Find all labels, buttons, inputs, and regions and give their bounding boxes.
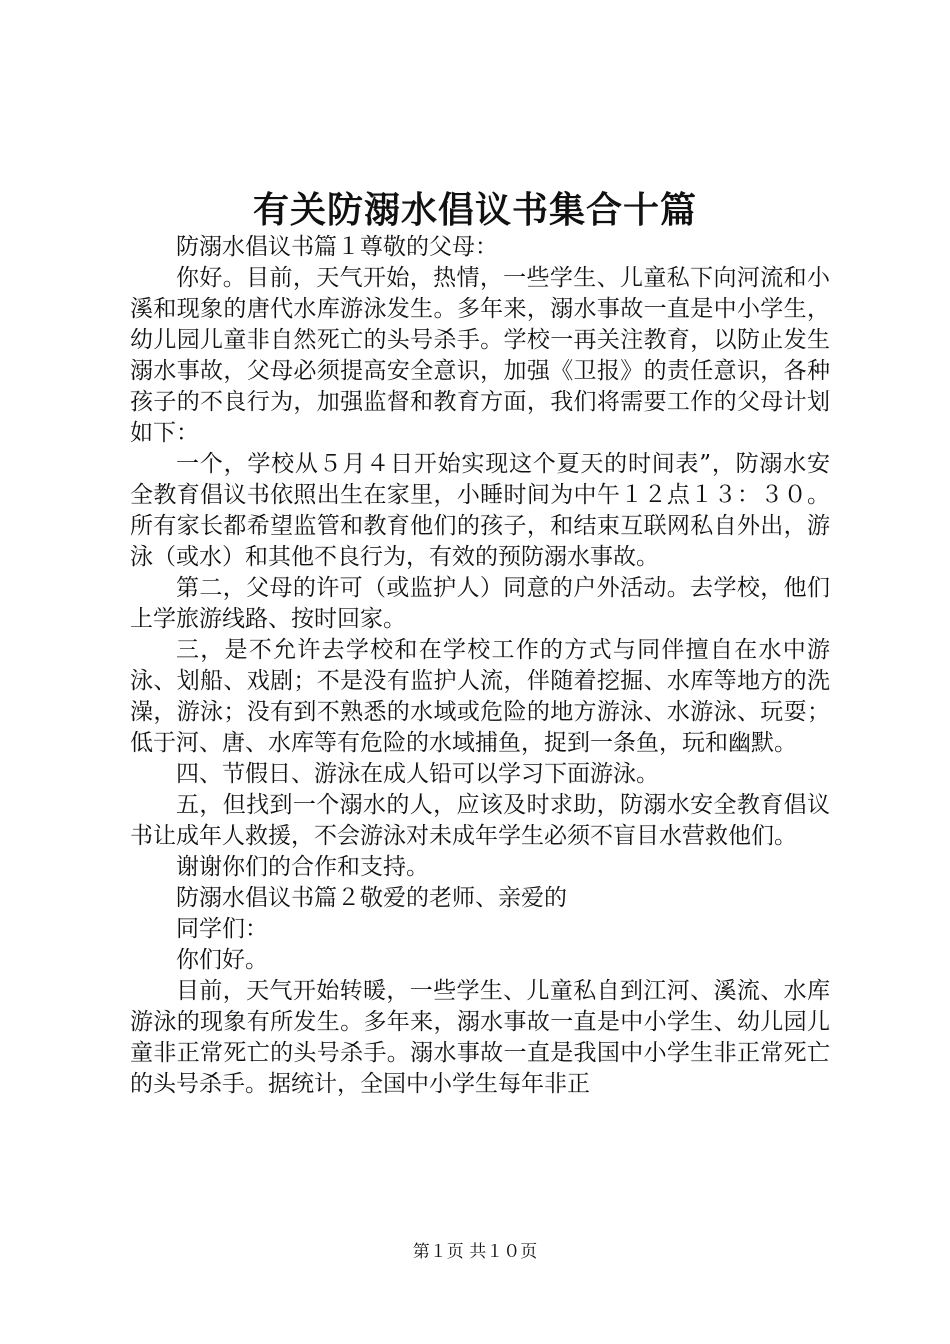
paragraph: 一个，学校从５月４日开始实现这个夏天的时间表”，防溺水安全教育倡议书依照出生在家里，小睡时间为中午１２点１３：３０。所有家长都希望监管和教育他们的孩子，和结束互联网私自外出，游泳（或水）和其他不良行为，有效的预防溺水事故。 [130,451,830,570]
paragraph: 四、节假日、游泳在成人铅可以学习下面游泳。 [176,761,659,787]
paragraph: 第二，父母的许可（或监护人）同意的户外活动。去学校，他们上学旅游线路、按时回家。 [130,575,830,632]
paragraph: 目前，天气开始转暖，一些学生、儿童私自到江河、溪流、水库游泳的现象有所发生。多年来，溺水事故一直是中小学生、幼儿园儿童非正常死亡的头号杀手。溺水事故一直是我国中小学生非正常死亡的头号杀手。据统计，全国中小学生每年非正 [130,978,830,1097]
paragraph: 你好。目前，天气开始，热情，一些学生、儿童私下向河流和小溪和现象的唐代水库游泳发生。多年来，溺水事故一直是中小学生，幼儿园儿童非自然死亡的头号杀手。学校一再关注教育，以防止发生溺水事故，父母必须提高安全意识，加强《卫报》的责任意识，各种孩子的不良行为，加强监督和教育方面，我们将需要工作的父母计划如下： [130,265,830,446]
paragraph: 防溺水倡议书篇１尊敬的父母： [176,234,498,260]
paragraph: 防溺水倡议书篇２敬爱的老师、亲爱的 [176,885,567,911]
paragraph: 你们好。 [176,947,268,973]
paragraph: 三，是不允许去学校和在学校工作的方式与同伴擅自在水中游泳、划船、戏剧；不是没有监护人流，伴随着挖掘、水库等地方的洗澡，游泳；没有到不熟悉的水域或危险的地方游泳、水游泳、玩耍；低于河、唐、水库等有危险的水域捕鱼，捉到一条鱼，玩和幽默。 [130,637,830,756]
page-footer: 第１页 共１０页 [412,1242,538,1262]
paragraph: 同学们： [176,916,268,942]
document-body [130,232,830,1100]
paragraph: 五，但找到一个溺水的人，应该及时求助，防溺水安全教育倡议书让成年人救援，不会游泳对未成年学生必须不盲目水营救他们。 [130,792,830,849]
document-title: 有关防溺水倡议书集合十篇 [252,189,697,231]
paragraph: 谢谢你们的合作和支持。 [176,854,429,880]
